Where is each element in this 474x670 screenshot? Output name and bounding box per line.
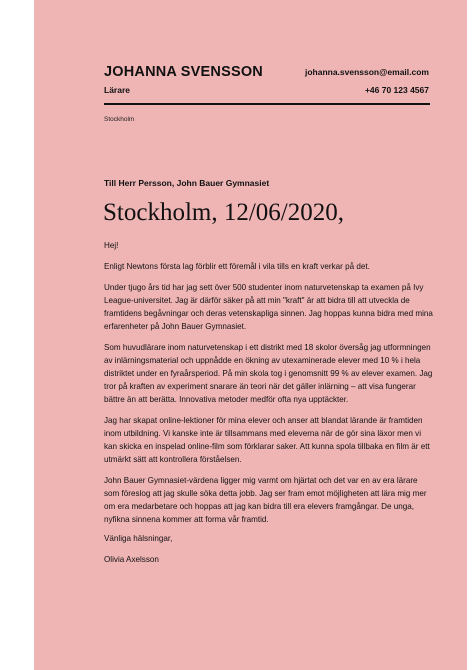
body-paragraph-2: Under tjugo års tid har jag sett över 500 studenter inom naturvetenskap ta examen på Ivy League-universitet. Jag är därför säker på att min "kraft" är att bidra till att utveckla de framtidens begåvningar och deras vetenskapliga sinnen. Jag hoppas kunna bidra med mina erfarenheter på John Bauer Gymnasiet. — [104, 283, 433, 331]
closing: Vänliga hälsningar, — [104, 534, 173, 543]
header-divider — [104, 103, 430, 105]
signature: Olivia Axelsson — [104, 555, 159, 564]
place-date-heading: Stockholm, 12/06/2020, — [103, 199, 344, 226]
sender-role: Lärare — [104, 85, 130, 95]
body-paragraph-3: Som huvudlärare inom naturvetenskap i ett distrikt med 18 skolor översåg jag utformningen av inlärningsmaterial och uppnådde en ökning av utexaminerade elever med 10 % i hela distriktet under en fyraårsperiod. På min skola tog i genomsnitt 99 % av elever examen. Jag tror på kraften av experiment snarare än teori när det gäller inlärning – att visa fungerar bättre än att berätta. Innovativa metoder medför ofta nya upptäckter. — [104, 343, 433, 404]
body-paragraph-1: Enligt Newtons första lag förblir ett föremål i vila tills en kraft verkar på det. — [104, 262, 370, 271]
sender-city: Stockholm — [104, 116, 135, 123]
sender-name: JOHANNA SVENSSON — [104, 64, 263, 80]
recipient-line: Till Herr Persson, John Bauer Gymnasiet — [104, 178, 270, 188]
body-paragraph-4: Jag har skapat online-lektioner för mina elever och anser att blandat lärande är framtiden inom utbildning. Vi kanske inte är tillsammans med eleverna när de gör sina läxor men vi kan skicka en inspelad online-film som förklarar saker. Att kunna spola tillbaka en film är ett utmärkt sätt att kontrollera förståelsen. — [104, 416, 430, 464]
body-paragraph-5: John Bauer Gymnasiet-värdena ligger mig varmt om hjärtat och det var en av era lärare som föreslog att jag skulle söka detta jobb. Jag ser fram emot möjligheten att lära mig mer om era medarbetare och hoppas att jag kan bidra till era elevers framgångar. De unga, nyfikna sinnena kommer att forma vår framtid. — [104, 476, 427, 524]
letter-body — [104, 239, 434, 574]
sender-email[interactable]: johanna.svensson@email.com — [304, 67, 429, 77]
sender-phone[interactable]: +46 70 123 4567 — [364, 85, 429, 95]
letter-page — [34, 0, 467, 670]
greeting: Hej! — [104, 241, 119, 250]
